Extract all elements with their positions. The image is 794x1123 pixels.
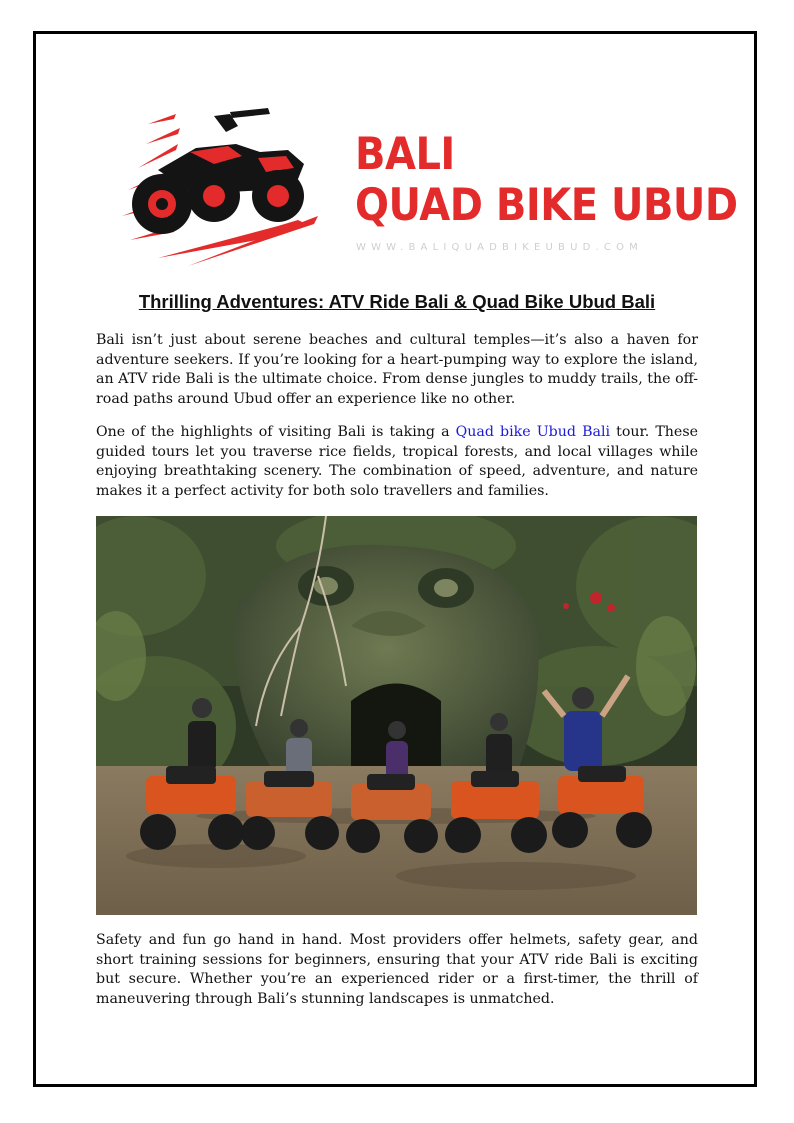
paragraph-intro: Bali isn’t just about serene beaches and cultural temples—it’s also a haven for adventure seekers. If you’re looking for a heart-pumping way to explore the island, an ATV ride Bali is the ultimate choice. From dense jungles to muddy trails, the off-road paths around Ubud offer an experience like no other.	[96, 332, 698, 407]
brand-line-1: BALI	[355, 128, 455, 181]
paragraph-safety: Safety and fun go hand in hand. Most providers offer helmets, safety gear, and short training sessions for beginners, ensuring that your ATV ride Bali is exciting but secure. Whether you’re an experienced rider or a first-timer, the thrill of maneuvering through Bali’s stunning landscapes is unmatched.	[96, 932, 698, 1007]
atv-group-photo	[96, 516, 697, 915]
brand-line-2: QUAD BIKE UBUD	[355, 179, 738, 232]
brand-url: WWW.BALIQUADBIKEUBUD.COM	[356, 242, 643, 253]
paragraph-highlights	[96, 423, 698, 501]
brand-name	[355, 128, 738, 232]
page-title: Thrilling Adventures: ATV Ride Bali & Quad Bike Ubud Bali	[138, 291, 656, 312]
paragraph-highlights-text-end: tour. These guided tours let you traverse rice fields, tropical forests, and local villages while enjoying breathtaking scenery. The combination of speed, adventure, and nature makes it a perfect activity for both solo travellers and families.	[96, 424, 698, 499]
quad-bike-ubud-link[interactable]: Quad bike Ubud Bali	[455, 424, 611, 440]
paragraph-highlights-text-start: One of the highlights of visiting Bali is taking a	[96, 424, 456, 440]
